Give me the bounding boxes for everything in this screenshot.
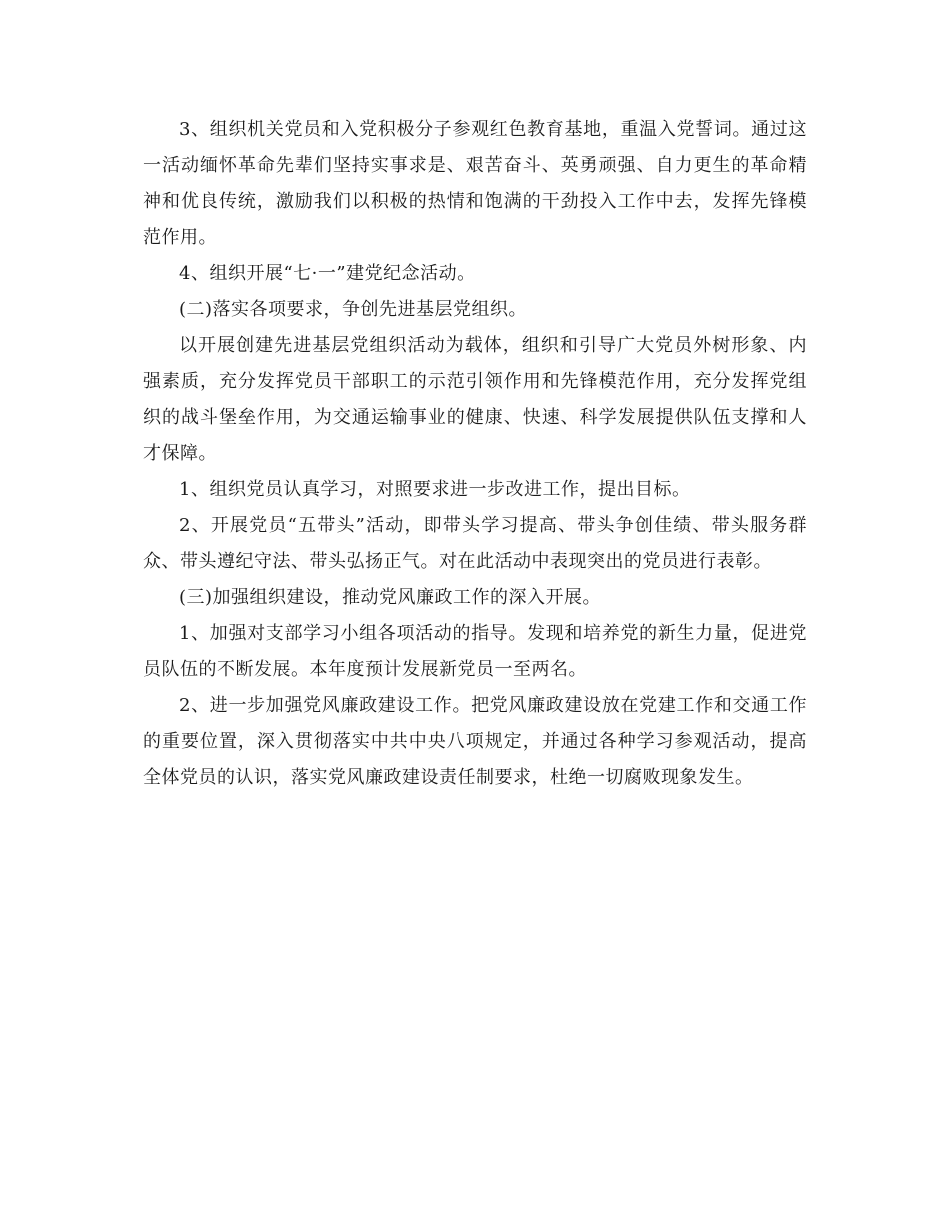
paragraph-item-2-five-leads: 2、开展党员“五带头”活动，即带头学习提高、带头争创佳绩、带头服务群众、带头遵纪守法、带头弘扬正气。对在此活动中表现突出的党员进行表彰。 [143,515,807,572]
paragraph-item-2-integrity: 2、进一步加强党风廉政建设工作。把党风廉政建设放在党建工作和交通工作的重要位置，深入贯彻落实中共中央八项规定，并通过各种学习参观活动，提高全体党员的认识，落实党风廉政建设责任制要求，杜绝一切腐败现象发生。 [143,695,807,788]
paragraph-item-1-study: 1、组织党员认真学习，对照要求进一步改进工作，提出目标。 [179,479,691,500]
paragraph-item-3-red-base-visit: 3、组织机关党员和入党积极分子参观红色教育基地，重温入党誓词。通过这一活动缅怀革命先辈们坚持实事求是、艰苦奋斗、英勇顽强、自力更生的革命精神和优良传统，激励我们以积极的热情和饱满的干劲投入工作中去，发挥先锋模范作用。 [143,119,807,248]
section-heading-3: (三)加强组织建设，推动党风廉政工作的深入开展。 [179,587,602,608]
paragraph-item-1-guidance: 1、加强对支部学习小组各项活动的指导。发现和培养党的新生力量，促进党员队伍的不断发展。本年度预计发展新党员一至两名。 [143,623,807,680]
section-heading-2: (二)落实各项要求，争创先进基层党组织。 [179,299,528,320]
paragraph-advanced-org-intro: 以开展创建先进基层党组织活动为载体，组织和引导广大党员外树形象、内强素质，充分发挥党员干部职工的示范引领作用和先锋模范作用，充分发挥党组织的战斗堡垒作用，为交通运输事业的健康、快速、科学发展提供队伍支撑和人才保障。 [143,335,807,464]
document-body [143,112,807,796]
paragraph-item-4-july-first: 4、组织开展“七·一”建党纪念活动。 [179,263,476,284]
